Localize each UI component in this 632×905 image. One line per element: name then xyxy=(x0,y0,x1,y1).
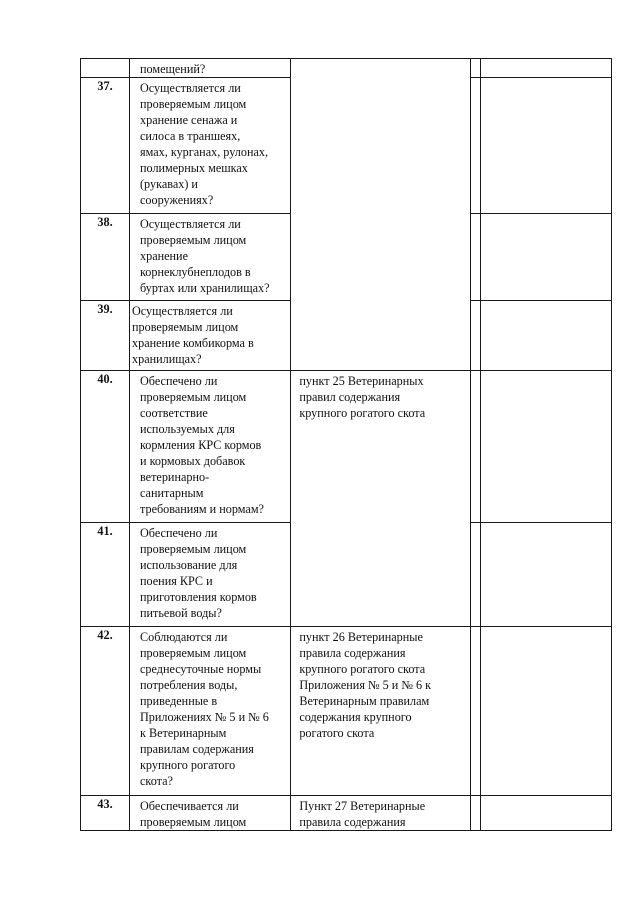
question-text: Соблюдаются ли проверяемым лицом среднесуточные нормы потребления воды, приведенные в Приложениях № 5 и № 6 к Ветеринарным правилам содержания крупного рогатого скота? xyxy=(140,630,269,788)
question-text: помещений? xyxy=(140,62,206,76)
reference-text: пункт 26 Ветеринарные правила содержания крупного рогатого скота Приложения № 5 и № 6 к Ветеринарным правилам содержания крупного рогатого скота xyxy=(299,630,432,740)
row-number xyxy=(81,59,130,78)
table-row xyxy=(81,796,612,831)
question-text: Осуществляется ли проверяемым лицом хранение корнеклубнеплодов в буртах или хранилищах? xyxy=(140,217,270,295)
question-cell xyxy=(130,627,291,796)
row-number: 39. xyxy=(81,301,130,371)
reference-cell xyxy=(291,627,471,796)
row-number: 42. xyxy=(81,627,130,796)
row-number: 43. xyxy=(81,796,130,831)
blank-cell xyxy=(481,523,612,627)
blank-cell xyxy=(471,78,481,214)
blank-cell xyxy=(471,523,481,627)
question-text: Осуществляется ли проверяемым лицом хранение сенажа и силоса в траншеях, ямах, курганах, рулонах, полимерных мешках (рукавах) и сооружениях? xyxy=(140,81,269,207)
question-cell xyxy=(130,78,291,214)
blank-cell xyxy=(471,301,481,371)
blank-cell xyxy=(471,627,481,796)
blank-cell xyxy=(471,371,481,523)
row-number: 40. xyxy=(81,371,130,523)
question-cell xyxy=(130,214,291,301)
row-number: 37. xyxy=(81,78,130,214)
blank-cell xyxy=(481,59,612,78)
reference-text xyxy=(291,59,470,61)
question-cell xyxy=(130,59,291,78)
blank-cell xyxy=(481,796,612,831)
blank-cell xyxy=(471,796,481,831)
blank-cell xyxy=(481,78,612,214)
question-text: Обеспечено ли проверяемым лицом соответствие используемых для кормления КРС кормов и кормовых добавок ветеринарно- санитарным требованиям и нормам? xyxy=(140,374,264,516)
question-cell xyxy=(130,796,291,831)
blank-cell xyxy=(471,214,481,301)
blank-cell xyxy=(481,627,612,796)
checklist-table xyxy=(80,58,612,831)
reference-cell xyxy=(291,371,471,627)
reference-text: Пункт 27 Ветеринарные правила содержания xyxy=(299,799,426,829)
question-cell xyxy=(130,523,291,627)
reference-cell xyxy=(291,59,471,371)
table-row xyxy=(81,371,612,523)
question-cell xyxy=(130,371,291,523)
question-text: Обеспечено ли проверяемым лицом использование для поения КРС и приготовления кормов питьевой воды? xyxy=(140,526,257,620)
blank-cell xyxy=(481,371,612,523)
blank-cell xyxy=(481,214,612,301)
blank-cell xyxy=(481,301,612,371)
row-number: 41. xyxy=(81,523,130,627)
table-row xyxy=(81,627,612,796)
question-text: Осуществляется ли проверяемым лицом хранение комбикорма в хранилищах? xyxy=(132,304,254,366)
table-row xyxy=(81,59,612,78)
question-cell xyxy=(130,301,291,371)
question-text: Обеспечивается ли проверяемым лицом xyxy=(140,799,247,829)
row-number: 38. xyxy=(81,214,130,301)
reference-text: пункт 25 Ветеринарных правил содержания крупного рогатого скота xyxy=(299,374,426,420)
reference-cell xyxy=(291,796,471,831)
blank-cell xyxy=(471,59,481,78)
